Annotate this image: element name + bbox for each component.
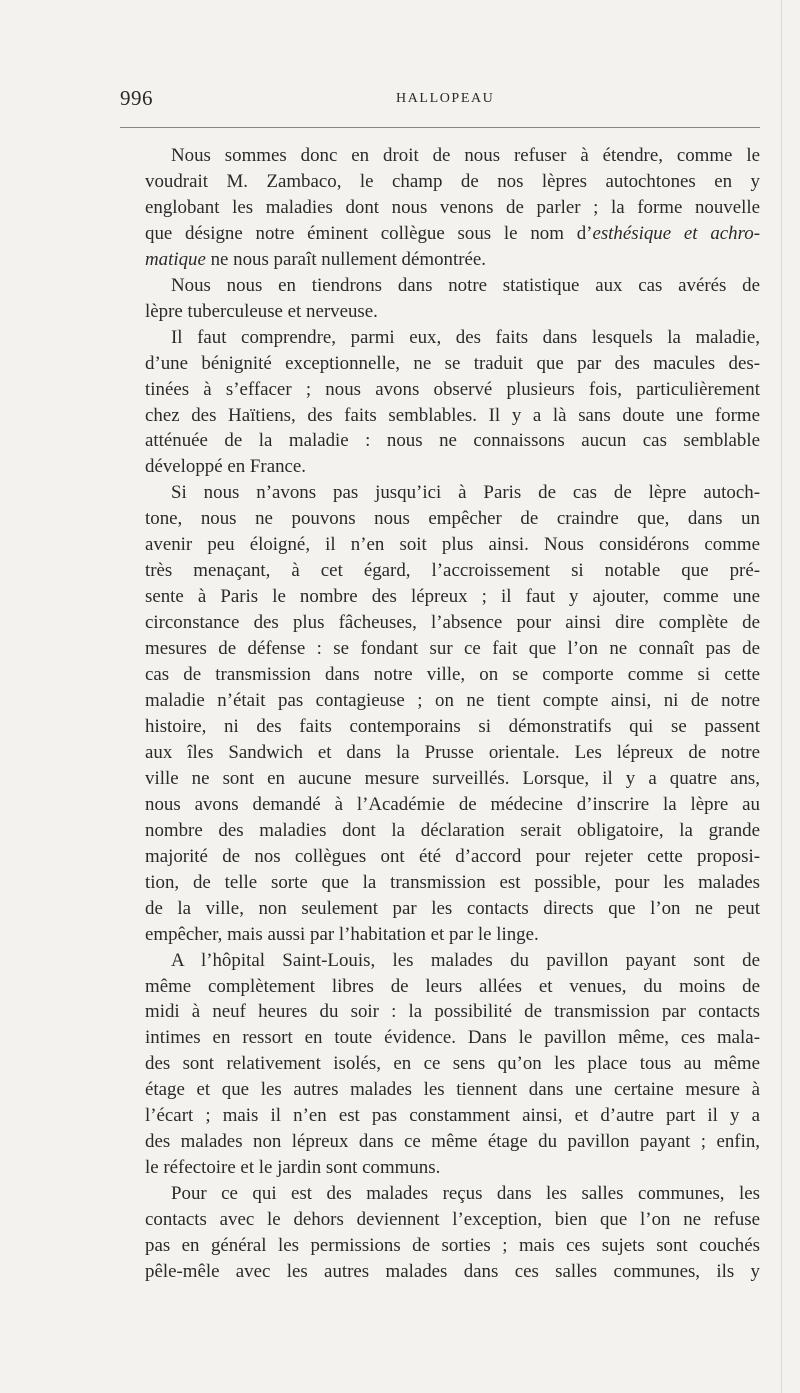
text-line: tone, nous ne pouvons nous empêcher de craindre que, dans un [145,508,760,530]
text-line: Nous nous en tiendrons dans notre statistique aux cas avérés de [171,274,760,296]
text-line: Nous sommes donc en droit de nous refuser à étendre, comme le [171,145,760,166]
text-line: mesures de défense : se fondant sur ce fait que l’on ne connaît pas de [145,638,760,660]
text-line: empêcher, mais aussi par l’habitation et par le linge. [145,923,539,945]
text-line: midi à neuf heures du soir : la possibilité de transmission par contacts [145,1001,760,1023]
text-line: tinées à s’effacer ; nous avons observé plusieurs fois, particulièrement [145,378,760,400]
text-line [119,247,760,273]
text-line: chez des Haïtiens, des faits semblables. Il y a là sans doute une forme [145,404,760,426]
text-run: ne nous paraît nullement démontrée. [205,248,486,270]
text-line: cas de transmission dans notre ville, on se comporte comme si cette [145,664,760,686]
text-line: sente à Paris le nombre des lépreux ; il faut y ajouter, comme une [145,586,760,608]
body-text [119,143,760,1285]
text-line: des sont relativement isolés, en ce sens qu’on les place tous au même [145,1053,760,1075]
paragraph [119,273,760,325]
text-line: voudrait M. Zambaco, le champ de nos lèpres autochtones en y [145,170,760,192]
paragraph [119,480,760,947]
text-line: Il faut comprendre, parmi eux, des faits dans lesquels la maladie, [171,326,760,348]
text-line: le réfectoire et le jardin sont communs. [145,1157,441,1179]
text-line: avenir peu éloigné, il n’en soit plus ainsi. Nous considérons comme [145,534,760,556]
text-line: maladie n’était pas contagieuse ; on ne tient compte ainsi, ni de notre [145,690,760,712]
text-line: nombre des maladies dont la déclaration serait obligatoire, la grande [145,819,760,841]
text-line: histoire, ni des faits contemporains si démonstratifs qui se passent [145,715,760,737]
text-line: tion, de telle sorte que la transmission est possible, pour les malades [145,871,760,893]
running-head: HALLOPEAU [396,91,495,106]
text-line: Pour ce qui est des malades reçus dans les salles communes, les [171,1183,760,1205]
text-line: nous avons demandé à l’Académie de médecine d’inscrire la lèpre au [145,793,760,815]
text-line: des malades non lépreux dans ce même étage du pavillon payant ; enfin, [145,1131,760,1153]
text-line: lèpre tuberculeuse et nerveuse. [145,300,378,322]
text-run: que désigne notre éminent collègue sous le nom d’ [145,222,593,244]
text-line: étage et que les autres malades les tiennent dans une certaine mesure à [145,1079,760,1101]
page-edge [781,0,782,1393]
text-line [119,221,760,247]
page-header [120,86,760,112]
page-number: 996 [120,86,153,110]
paragraph [119,143,760,273]
text-line: très menaçant, à cet égard, l’accroissement si notable que pré- [145,560,760,582]
text-line: pas en général les permissions de sorties ; mais ces sujets sont couchés [145,1235,760,1257]
text-line: pêle-mêle avec les autres malades dans ces salles communes, ils y [145,1260,760,1282]
text-line: de la ville, non seulement par les contacts directs que l’on ne peut [145,897,760,919]
paragraph [119,948,760,1182]
text-line: atténuée de la maladie : nous ne connaissons aucun cas semblable [145,430,760,452]
paragraph [119,325,760,481]
text-line: contacts avec le dehors deviennent l’exception, bien que l’on ne refuse [145,1209,760,1231]
text-line: l’écart ; mais il n’en est pas constamment ainsi, et d’autre part il y a [145,1105,760,1127]
text-line: Si nous n’avons pas jusqu’ici à Paris de cas de lèpre autoch- [171,482,760,504]
text-line: ville ne sont en aucune mesure surveillés. Lorsque, il y a quatre ans, [145,767,760,789]
text-line: même complètement libres de leurs allées et venues, du moins de [145,975,760,997]
text-line: aux îles Sandwich et dans la Prusse orientale. Les lépreux de notre [145,741,760,763]
text-line: développé en France. [145,456,307,478]
italic-term: matique [145,248,206,270]
header-rule [120,127,760,128]
italic-term: esthésique et achro- [592,222,760,244]
text-line: A l’hôpital Saint-Louis, les malades du pavillon payant sont de [171,949,760,971]
text-line: englobant les maladies dont nous venons de parler ; la forme nouvelle [145,196,760,218]
paragraph [119,1181,760,1285]
text-line: circonstance des plus fâcheuses, l’absence pour ainsi dire complète de [145,612,760,634]
text-line: majorité de nos collègues ont été d’accord pour rejeter cette proposi- [145,845,760,867]
text-line: intimes en ressort en toute évidence. Dans le pavillon même, ces mala- [145,1027,760,1049]
text-line: d’une bénignité exceptionnelle, ne se traduit que par des macules des- [145,352,760,374]
